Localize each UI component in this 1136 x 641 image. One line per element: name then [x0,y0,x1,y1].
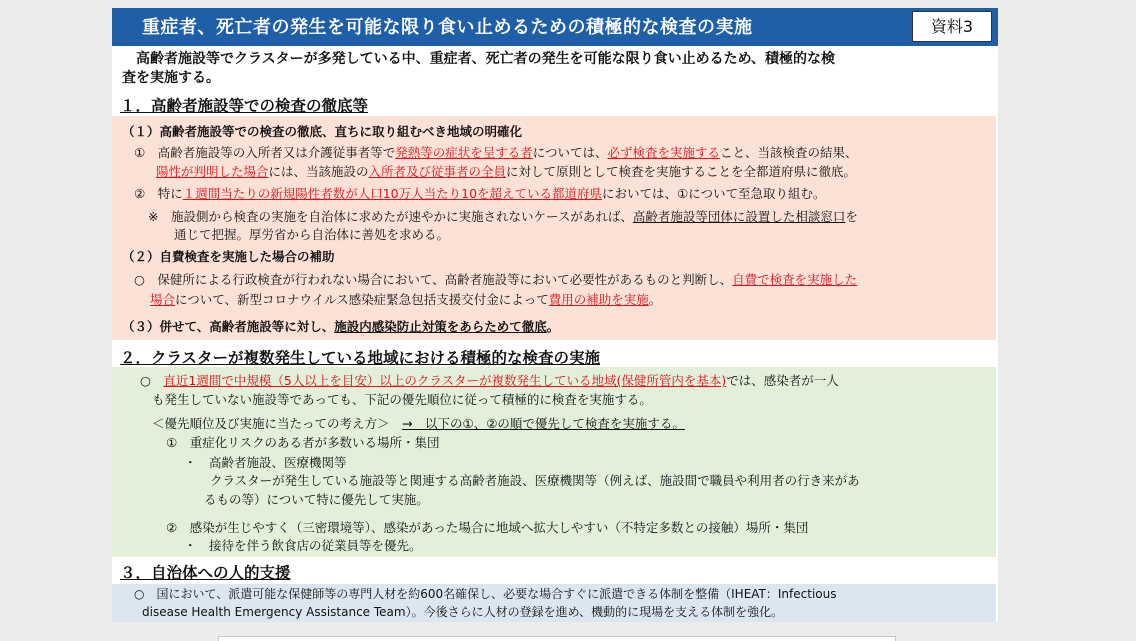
s3-line-1: ○ 国において、派遣可能な保健師等の専門人材を約600名確保し、必要な場合すぐに派遣できる体制を整備（IHEAT：Infectious [134,587,837,601]
item-3-line-1 [134,271,857,288]
item-3-highlight: 費用の補助を実施 [548,292,649,307]
item-3-text: ○ 保健所による行政検査が行われない場合において、高齢者施設等において必要性があるものと判断し、 [134,272,733,287]
s2-highlight: 直近1週間で中規模（5人以上を目安）以上のクラスターが複数発生している地域(保健所管内を基本) [163,373,727,388]
intro-line-1: 高齢者施設等でクラスターが多発している中、重症者、死亡者の発生を可能な限り食い止めるため、積極的な検 [122,51,836,67]
item-1-text: ① 高齢者施設等の入所者又は介護従事者等で [134,145,396,160]
item-1-text: には、当該施設の [268,164,369,179]
s2-underlined: → 以下の①、②の順で優先して検査を実施する。 [402,416,685,431]
item-1-text: こと、当該検査の結果、 [720,145,858,160]
s2-bullet-1: ・ 高齢者施設、医療機関等 [184,455,347,470]
section-3-heading: ３．自治体への人的支援 [120,564,291,582]
item-1-highlight: 発熱等の症状を呈する者 [395,145,533,160]
intro-line-2: 査を実施する。 [122,70,220,86]
title-bar [112,8,998,46]
intro-text [122,50,994,88]
item-2-text: においては、①について至急取り組む。 [602,186,826,201]
item-1-line-1 [134,144,858,161]
section-1-heading: １．高齢者施設等での検査の徹底等 [120,97,369,115]
subsection-1-3-text: 。 [546,319,560,334]
section-1-box [112,116,996,340]
page-title: 重症者、死亡者の発生を可能な限り食い止めるための積極的な検査の実施 [142,17,753,38]
s2-text: ＜優先順位及び実施に当たっての考え方＞ [152,416,403,431]
note-underlined: 高齢者施設等団体に設置した相談窓口 [632,209,846,224]
item-3-text: について、新型コロナウイルス感染症緊急包括支援交付金によって [175,292,549,307]
section-2-heading: ２．クラスターが複数発生している地域における積極的な検査の実施 [120,349,601,367]
item-3-text: 。 [648,292,662,307]
note-line-2: 通じて把握。厚労省から自治体に善処を求める。 [174,227,450,242]
item-3-line-2 [150,291,661,308]
s2-text: では、感染者が一人 [726,373,839,388]
s2-bullet-1-detail-1: クラスターが発生している施設等と関連する高齢者施設、医療機関等（例えば、施設間で職員や利用者の行き来があ [210,473,860,488]
s2-bullet-2: ・ 接待を伴う飲食店の従業員等を優先。 [184,538,422,553]
subsection-1-1-heading: （１）高齢者施設等での検査の徹底、直ちに取り組むべき地域の明確化 [122,124,523,139]
s3-line-2: disease Health Emergency Assistance Team）。今後さらに人材の登録を進め、機動的に現場を支える体制を強化。 [142,605,784,619]
item-1-line-2 [156,163,856,180]
s2-bullet-1-detail-2: るもの等）について特に優先して実施。 [204,492,429,507]
item-3-highlight: 場合 [150,292,176,307]
item-1-highlight: 入所者及び従事者の全員 [368,164,507,179]
item-2-text: ② 特に [134,186,183,201]
item-1-highlight: 必ず検査を実施する [607,145,721,160]
s2-priority-1: ① 重症化リスクのある者が多数いる場所・集団 [166,435,440,450]
note-line-1 [148,208,858,225]
subsection-1-3-heading [122,318,559,335]
item-1-text: については、 [532,145,608,160]
section-2-box [112,367,996,557]
next-slide-edge [218,636,896,641]
item-2-line [134,185,826,202]
s2-text: ○ [140,373,164,388]
item-1-highlight: 陽性が判明した場合 [156,164,269,179]
s2-priority-line [152,415,685,432]
subsection-1-3-text: （３）併せて、高齢者施設等に対し、 [122,319,335,334]
item-2-highlight: １週間当たりの新規陽性者数が人口10万人当たり10を超えている都道府県 [182,186,603,201]
subsection-1-3-underlined: 施設内感染防止対策をあらためて徹底 [334,319,547,334]
section-3-box [112,584,996,622]
document-badge: 資料3 [912,11,992,42]
item-1-text: に対して原則として検査を実施することを全都道府県に徹底。 [506,164,857,179]
note-text: ※ 施設側から検査の実施を自治体に求めたが速やかに実施されないケースがあれば、 [148,209,633,224]
item-3-highlight: 自費で検査を実施した [732,272,858,287]
s2-line-2: も発生していない施設等であっても、下記の優先順位に従って積極的に検査を実施する。 [152,392,652,407]
s2-priority-2: ② 感染が生じやすく（三密環境等）、感染があった場合に地域へ拡大しやすい（不特定多数との接触）場所・集団 [166,520,809,535]
document-slide [112,8,998,622]
s2-line-1 [140,372,839,389]
subsection-1-2-heading: （２）自費検査を実施した場合の補助 [122,249,335,264]
note-text: を [845,209,858,224]
